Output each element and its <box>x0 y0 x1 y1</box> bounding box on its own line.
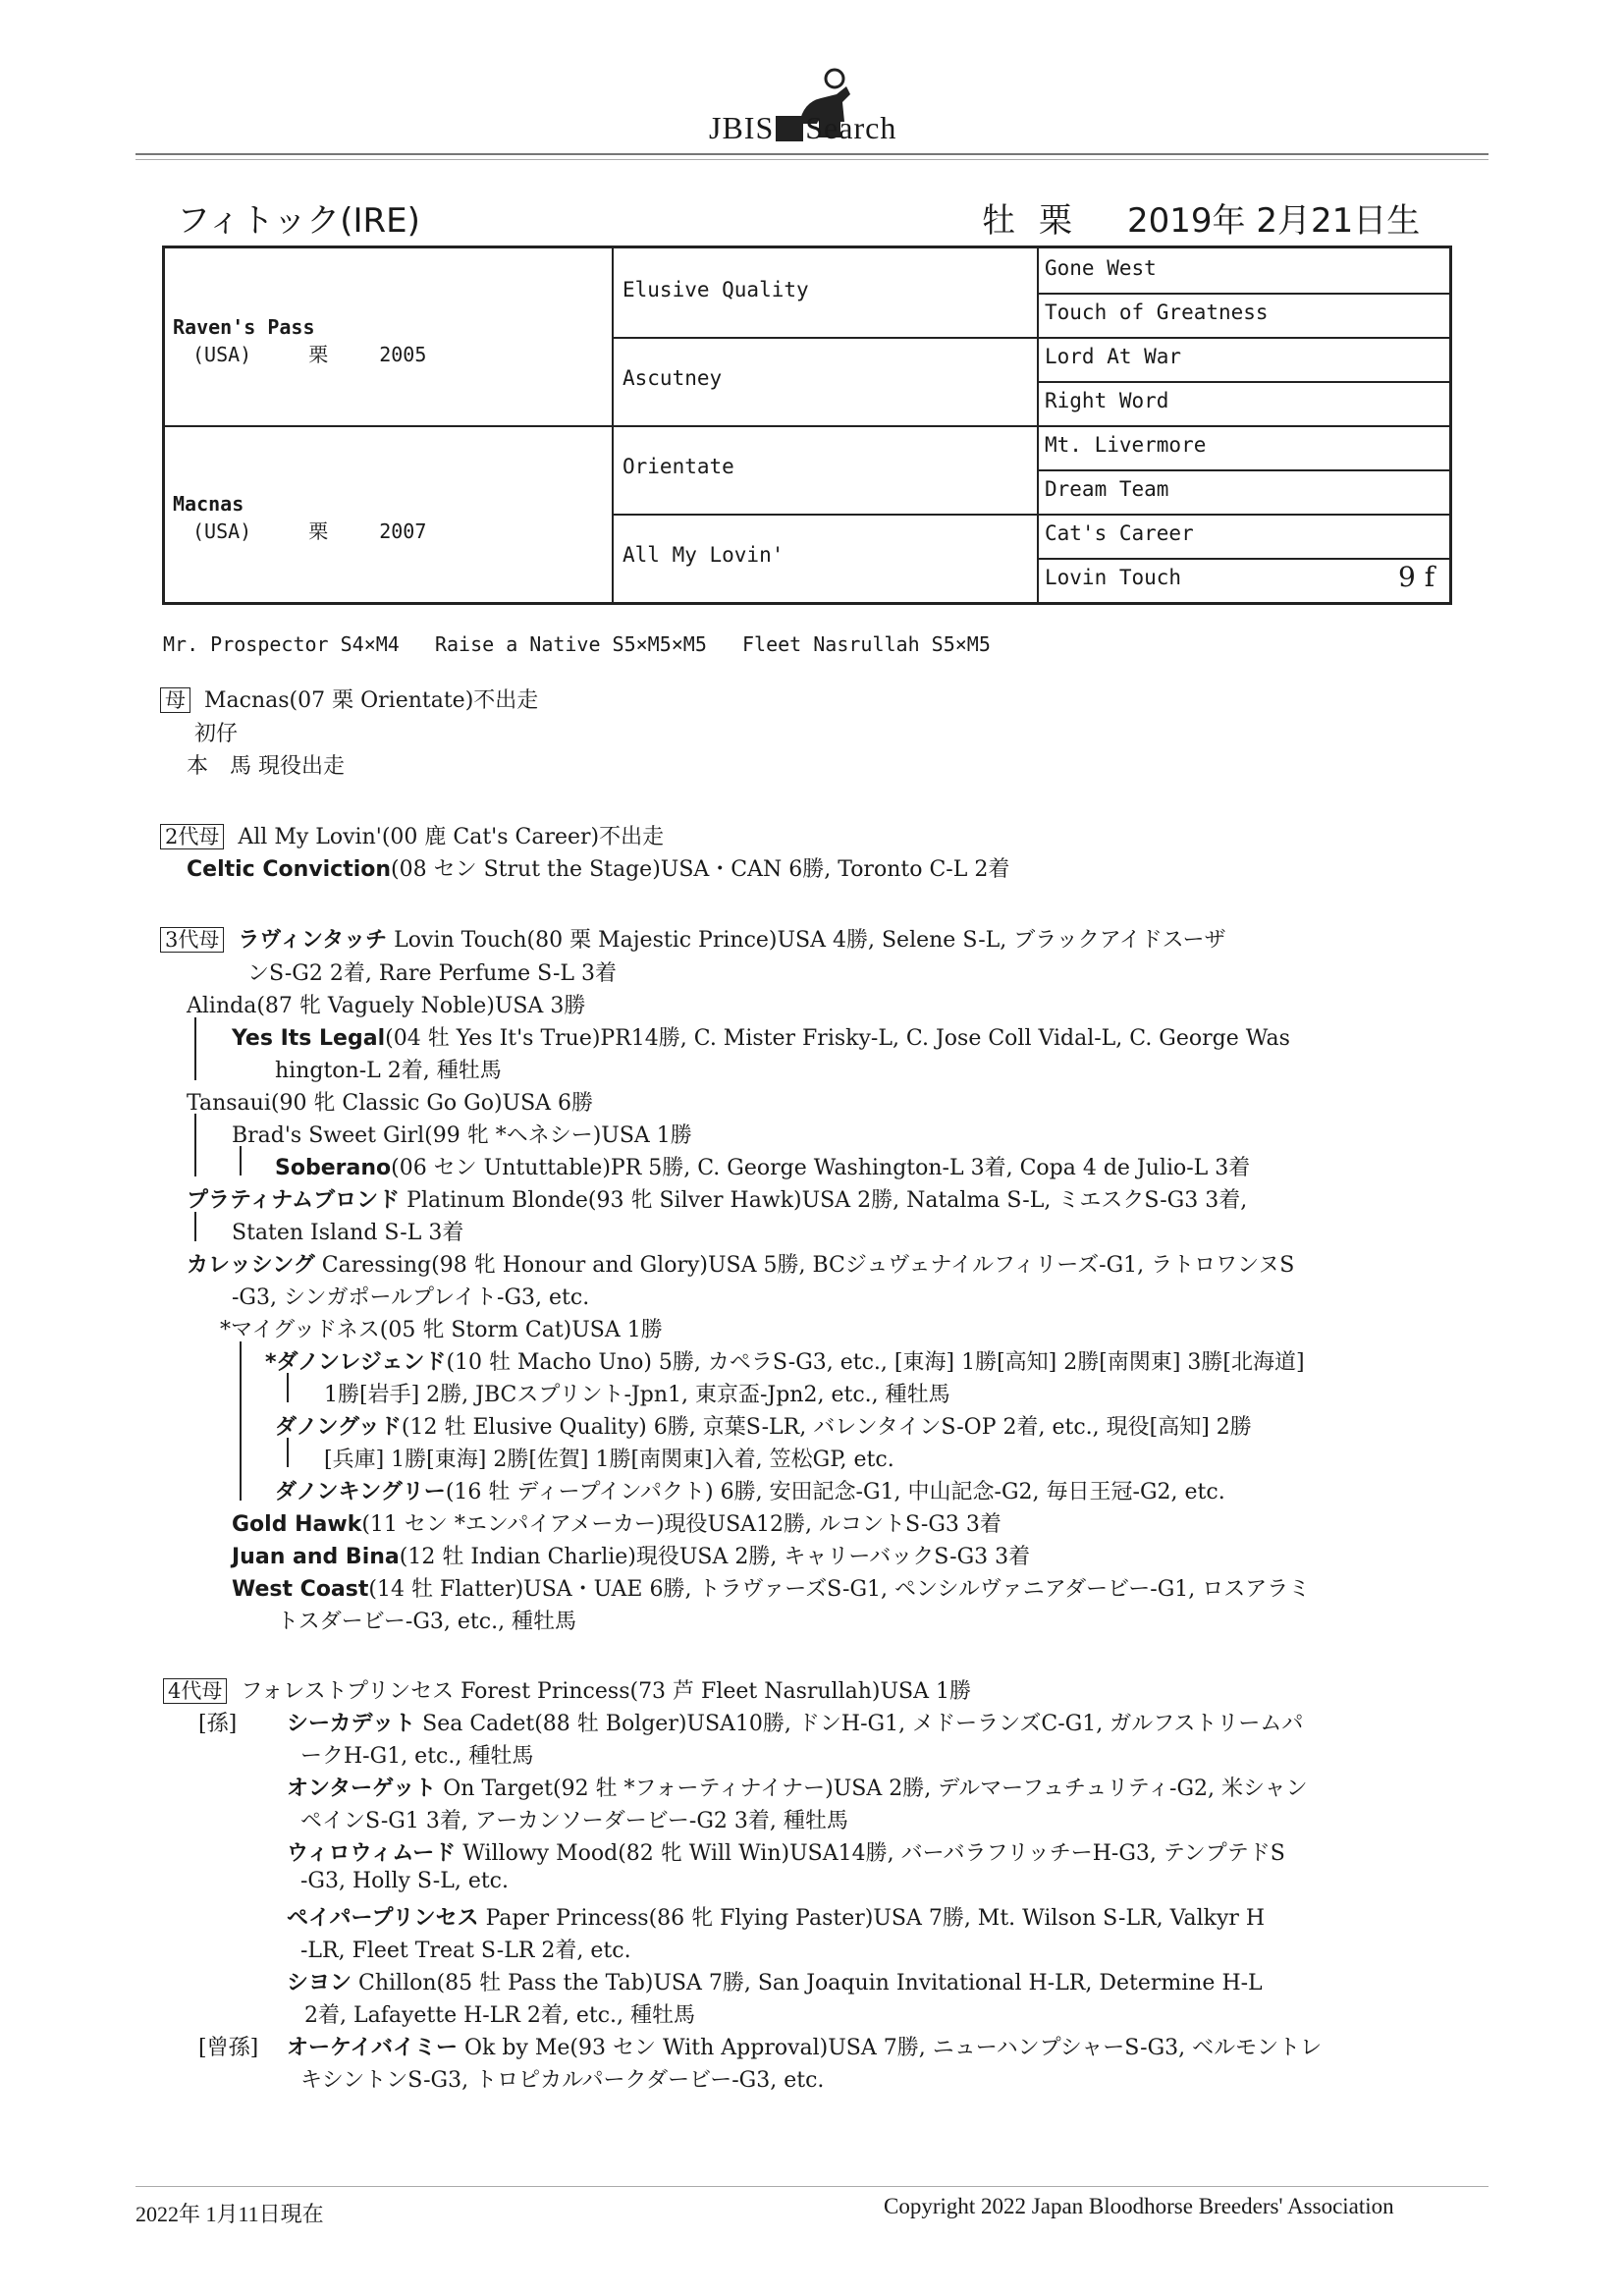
gen4-paper-princess <box>287 1901 1265 1932</box>
caressing-record: Caressing(98 牝 Honour and Glory)USA 5勝, BCジュヴェナイルフィリーズ-G1, ラトロワンヌS <box>314 1253 1295 1278</box>
tree-bar <box>240 1146 242 1175</box>
ped-sire-name: Raven's Pass <box>173 315 315 339</box>
horse-birth: 2019年 2月21日生 <box>1127 201 1421 241</box>
caressing-name: カレッシング <box>187 1253 315 1278</box>
tree-bar <box>194 1212 196 1241</box>
paper-record-2: -LR, Fleet Treat S-LR 2着, etc. <box>300 1939 631 1963</box>
gen3-platinum <box>187 1183 1247 1214</box>
dam-line: Macnas(07 栗 Orientate)不出走 <box>204 688 539 713</box>
willowy-record: Willowy Mood(82 牝 Will Win)USA14勝, バーバラフリッチーH-G3, テンプテドS <box>456 1841 1285 1866</box>
willowy-record-2: -G3, Holly S-L, etc. <box>300 1869 509 1893</box>
ped-dam-name: Macnas <box>173 492 244 516</box>
soberano-record: (06 セン Untuttable)PR 5勝, C. George Washington-L 3着, Copa 4 de Julio-L 3着 <box>391 1156 1251 1180</box>
gen3-danon-legend <box>265 1345 1305 1376</box>
ped-g3-3: Lord At War <box>1045 345 1182 368</box>
juan-record: (12 牡 Indian Charlie)現役USA 2勝, キャリーバックS-G3 3着 <box>399 1545 1031 1569</box>
on-target-name: オンターゲット <box>287 1777 437 1801</box>
ped-g3-4: Right Word <box>1045 389 1169 412</box>
gen3-gold-hawk <box>232 1507 1001 1538</box>
good-record-2: [兵庫] 1勝[東海] 2勝[佐賀] 1勝[南関東]入着, 笠松GP, etc. <box>324 1448 894 1472</box>
kingly-name: ダノンキングリー <box>275 1480 446 1504</box>
gen3-brad: Brad's Sweet Girl(99 牝 *ヘネシー)USA 1勝 <box>232 1123 692 1148</box>
ped-g3-7: Cat's Career <box>1045 521 1194 545</box>
gen2-line: All My Lovin'(00 鹿 Cat's Career)不出走 <box>238 825 665 849</box>
gen2-child-1-name: Celtic Conviction <box>187 857 392 882</box>
gen4-chillon <box>287 1966 1263 1996</box>
section-gen4 <box>163 1674 971 1705</box>
yes-name: Yes Its Legal <box>232 1026 386 1051</box>
tree-bar <box>194 1017 196 1080</box>
west-coast-record-2: トスダービー-G3, etc., 種牡馬 <box>277 1610 577 1634</box>
chillon-name: シヨン <box>287 1971 352 1995</box>
ped-dam <box>173 492 426 544</box>
paper-name: ペイパープリンセス <box>287 1906 479 1931</box>
good-record: (12 牡 Elusive Quality) 6勝, 京葉S-LR, バレンタインS-OP 2着, etc., 現役[高知] 2勝 <box>401 1415 1252 1440</box>
gen3-dam-line2: ンS-G2 2着, Rare Perfume S-L 3着 <box>247 961 618 986</box>
section-tag-gen3: 3代母 <box>160 927 224 953</box>
gen4-on-target <box>287 1772 1308 1802</box>
sea-cadet-name: シーカデット <box>287 1712 416 1736</box>
gen3-caressing <box>187 1248 1294 1279</box>
gen3-danon-good <box>275 1410 1252 1441</box>
gen4-line: フォレストプリンセス Forest Princess(73 芦 Fleet Nasrullah)USA 1勝 <box>241 1679 971 1704</box>
header-rule <box>135 153 1489 155</box>
gen2-child-1 <box>187 852 1009 883</box>
ped-sire-origin: (USA) <box>192 343 252 366</box>
platinum-record-2: Staten Island S-L 3着 <box>232 1221 464 1245</box>
logo-text-jbis: JBIS <box>709 110 775 145</box>
horse-sex: 牡 <box>982 201 1015 241</box>
ped-g3-6: Dream Team <box>1045 477 1169 501</box>
tree-bar <box>287 1373 289 1402</box>
tree-bar <box>240 1341 242 1501</box>
ped-dam-origin: (USA) <box>192 519 252 543</box>
gen3-dam-line1: Lovin Touch(80 栗 Majestic Prince)USA 4勝, Selene S-L, ブラックアイドスーザ <box>387 928 1226 953</box>
ok-by-me-name: オーケイバイミー <box>287 2036 459 2060</box>
ped-sire <box>173 315 426 367</box>
great-grandchild-label: [曾孫] <box>198 2036 259 2060</box>
caressing-record-2: -G3, シンガポールプレイト-G3, etc. <box>232 1285 590 1310</box>
ped-g2-4: All My Lovin' <box>623 543 785 567</box>
footer-date: 2022年 1月11日現在 <box>135 2202 324 2226</box>
gen3-soberano <box>275 1151 1250 1181</box>
chillon-record: Chillon(85 牡 Pass the Tab)USA 7勝, San Joaquin Invitational H-LR, Determine H-L <box>352 1971 1263 1995</box>
tree-bar <box>287 1438 289 1467</box>
gold-hawk-name: Gold Hawk <box>232 1512 362 1537</box>
gen3-juan-and-bina <box>232 1540 1030 1570</box>
ped-line-g3c <box>1037 469 1449 471</box>
logo-block <box>776 116 803 141</box>
dam-firstborn: 初仔 <box>194 722 239 746</box>
gen3-yes-its-legal <box>232 1021 1290 1052</box>
on-target-record: On Target(92 牡 *フォーティナイナー)USA 2勝, デルマーフュチュリティ-G2, 米シャン <box>436 1777 1308 1801</box>
west-coast-record: (14 牡 Flatter)USA・UAE 6勝, トラヴァーズS-G1, ペンシルヴァニアダービー-G1, ロスアラミ <box>368 1577 1311 1602</box>
gen3-tansaui: Tansaui(90 牝 Classic Go Go)USA 6勝 <box>187 1091 594 1116</box>
juan-name: Juan and Bina <box>232 1545 400 1569</box>
legend-name: *ダノンレジェンド <box>265 1350 447 1375</box>
section-tag-gen2: 2代母 <box>160 824 224 849</box>
footer-rule <box>135 2186 1489 2187</box>
section-gen3 <box>160 923 1225 954</box>
ped-g2-3: Orientate <box>623 455 734 478</box>
header-rule-thin <box>135 159 1489 160</box>
gen4-sea-cadet <box>287 1707 1303 1737</box>
gen3-my-goodness: *マイグッドネス(05 牝 Storm Cat)USA 1勝 <box>220 1318 663 1342</box>
family-number: 9 f <box>1398 561 1435 593</box>
soberano-name: Soberano <box>275 1156 392 1180</box>
sea-cadet-record: Sea Cadet(88 牡 Bolger)USA10勝, ドンH-G1, メドーランズC-G1, ガルフストリームパ <box>415 1712 1304 1736</box>
pedigree-table <box>162 246 1452 605</box>
ok-by-me-record: Ok by Me(93 セン With Approval)USA 7勝, ニューハンプシャーS-G3, ベルモントレ <box>458 2036 1323 2060</box>
sea-cadet-record-2: ークH-G1, etc., 種牡馬 <box>300 1744 534 1769</box>
horse-color: 栗 <box>1039 201 1072 241</box>
ped-mid-line <box>165 425 1449 427</box>
good-name: ダノングッド <box>275 1415 402 1440</box>
ped-dam-year: 2007 <box>379 519 427 543</box>
gen3-dam-name: ラヴィンタッチ <box>238 928 388 953</box>
section-tag-dam: 母 <box>160 687 190 713</box>
ped-line-g2b <box>612 514 1449 516</box>
ped-g2-1: Elusive Quality <box>623 278 809 301</box>
ped-g2-2: Ascutney <box>623 366 723 390</box>
logo-text-search: Search <box>805 110 897 145</box>
section-dam <box>160 683 538 714</box>
yes-record: (04 牡 Yes It's True)PR14勝, C. Mister Frisky-L, C. Jose Coll Vidal-L, C. George Was <box>385 1026 1290 1051</box>
legend-record: (10 牡 Macho Uno) 5勝, カペラS-G3, etc., [東海] 1勝[高知] 2勝[南関東] 3勝[北海道] <box>446 1350 1305 1375</box>
tree-bar <box>194 1114 196 1176</box>
chillon-record-2: 2着, Lafayette H-LR 2着, etc., 種牡馬 <box>304 2003 696 2028</box>
platinum-record: Platinum Blonde(93 牝 Silver Hawk)USA 2勝, Natalma S-L, ミエスクS-G3 3着, <box>400 1188 1248 1213</box>
inbreeding-line: Mr. Prospector S4×M4 Raise a Native S5×M5×M5 Fleet Nasrullah S5×M5 <box>163 632 991 656</box>
ped-line-g2a <box>612 337 1449 339</box>
west-coast-name: West Coast <box>232 1577 369 1602</box>
ped-line-g3a <box>1037 293 1449 295</box>
gen3-west-coast <box>232 1572 1310 1603</box>
gen2-child-1-record: (08 セン Strut the Stage)USA・CAN 6勝, Toronto C-L 2着 <box>391 857 1010 882</box>
ped-g3-2: Touch of Greatness <box>1045 301 1269 324</box>
section-gen2 <box>160 820 664 850</box>
ped-g3-5: Mt. Livermore <box>1045 433 1207 457</box>
gen4-ok-by-me <box>287 2031 1322 2061</box>
paper-record: Paper Princess(86 牝 Flying Paster)USA 7勝, Mt. Wilson S-LR, Valkyr H <box>478 1906 1266 1931</box>
gen3-alinda: Alinda(87 牝 Vaguely Noble)USA 3勝 <box>187 994 586 1018</box>
gen4-willowy-mood <box>287 1836 1285 1867</box>
ped-line-g3b <box>1037 381 1449 383</box>
footer-copyright: Copyright 2022 Japan Bloodhorse Breeders' Association <box>884 2194 1394 2218</box>
platinum-name: プラティナムブロンド <box>187 1188 401 1213</box>
ped-sire-color: 栗 <box>308 343 329 366</box>
legend-record-2: 1勝[岩手] 2勝, JBCスプリント-Jpn1, 東京盃-Jpn2, etc., 種牡馬 <box>324 1383 950 1407</box>
on-target-record-2: ペインS-G1 3着, アーカンソーダービー-G2 3着, 種牡馬 <box>300 1809 848 1833</box>
gold-hawk-record: (11 セン *エンパイアメーカー)現役USA12勝, ルコントS-G3 3着 <box>361 1512 1001 1537</box>
horse-name: フィトック(IRE) <box>177 201 420 241</box>
ped-dam-color: 栗 <box>308 519 329 543</box>
jbis-search-logo <box>709 65 945 153</box>
yes-record-2: hington-L 2着, 種牡馬 <box>275 1059 502 1083</box>
ped-line-g3d <box>1037 558 1449 560</box>
grandchild-label: [孫] <box>198 1712 238 1736</box>
ok-by-me-record-2: キシントンS-G3, トロピカルパークダービー-G3, etc. <box>300 2068 825 2093</box>
ped-g3-8: Lovin Touch <box>1045 566 1182 589</box>
kingly-record: (16 牡 ディープインパクト) 6勝, 安田記念-G1, 中山記念-G2, 毎日王冠-G2, etc. <box>445 1480 1225 1504</box>
gen3-danon-kingly <box>275 1475 1225 1505</box>
dam-this-horse: 本 馬 現役出走 <box>187 754 345 779</box>
section-tag-gen4: 4代母 <box>163 1678 227 1704</box>
ped-g3-1: Gone West <box>1045 256 1157 280</box>
ped-sire-year: 2005 <box>379 343 427 366</box>
willowy-name: ウィロウィムード <box>287 1841 457 1866</box>
